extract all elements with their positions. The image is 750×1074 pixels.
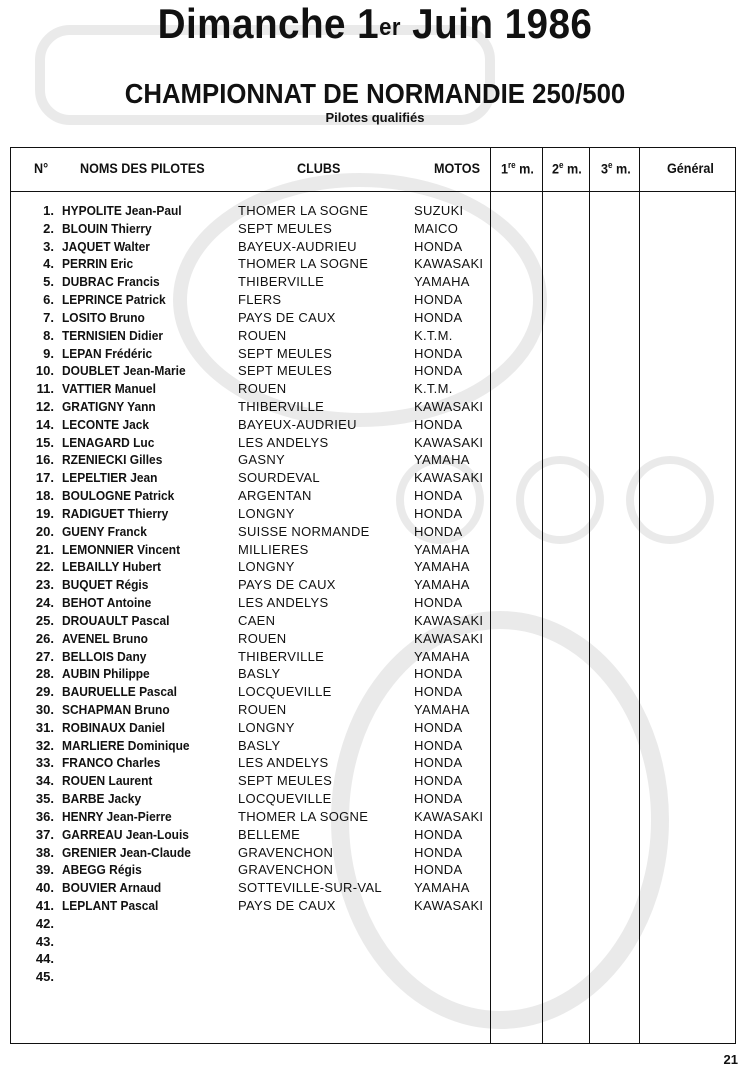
- header-divider: [11, 191, 735, 192]
- table-row: [0, 594, 750, 612]
- club-name: PAYS DE CAUX: [238, 897, 336, 913]
- moto-brand: KAWASAKI: [414, 470, 484, 486]
- table-row: [0, 576, 750, 594]
- club-name: LONGNY: [238, 505, 295, 521]
- club-name: CAEN: [238, 612, 276, 628]
- table-row: [0, 327, 750, 345]
- m2-num: 2: [552, 160, 560, 177]
- pilot-name: LEPAN Frédéric: [62, 345, 153, 361]
- table-row: [0, 950, 750, 968]
- moto-brand: KAWASAKI: [414, 630, 484, 646]
- table-row: [0, 754, 750, 772]
- club-name: GRAVENCHON: [238, 844, 334, 860]
- club-name: ROUEN: [238, 701, 287, 717]
- moto-brand: HONDA: [414, 862, 463, 878]
- moto-brand: YAMAHA: [414, 559, 470, 575]
- row-number: 39.: [35, 862, 54, 878]
- pilot-name: LOSITO Bruno: [62, 309, 145, 325]
- table-row: [0, 398, 750, 416]
- row-number: 45.: [35, 969, 54, 985]
- club-name: BASLY: [238, 737, 281, 753]
- row-number: 14.: [35, 416, 54, 432]
- moto-brand: HONDA: [414, 416, 463, 432]
- table-row: [0, 362, 750, 380]
- table-row: [0, 772, 750, 790]
- pilot-name: ROUEN Laurent: [62, 773, 153, 789]
- row-number: 1.: [43, 203, 54, 218]
- row-number: 4.: [43, 256, 54, 272]
- moto-brand: HONDA: [414, 505, 463, 521]
- table-row: [0, 879, 750, 897]
- pilot-name: RADIGUET Thierry: [62, 505, 169, 521]
- club-name: PAYS DE CAUX: [238, 577, 336, 593]
- table-row: [0, 808, 750, 826]
- row-number: 25.: [35, 612, 54, 628]
- pilot-name: GRENIER Jean-Claude: [62, 844, 191, 860]
- moto-brand: YAMAHA: [414, 274, 470, 290]
- row-number: 19.: [35, 505, 54, 521]
- table-row: [0, 309, 750, 327]
- column-header-m3: [601, 160, 631, 177]
- table-row: [0, 416, 750, 434]
- pilot-name: LECONTE Jack: [62, 416, 150, 432]
- pilot-name: AVENEL Bruno: [62, 630, 148, 646]
- pilot-name: LEMONNIER Vincent: [62, 541, 181, 557]
- pilot-name: ABEGG Régis: [62, 862, 142, 878]
- column-header-general: Général: [667, 160, 714, 176]
- club-name: GASNY: [238, 452, 286, 468]
- table-row: [0, 933, 750, 951]
- pilot-name: BUQUET Régis: [62, 577, 149, 593]
- moto-brand: YAMAHA: [414, 541, 470, 557]
- table-row: [0, 915, 750, 933]
- row-number: 12.: [35, 399, 54, 415]
- pilot-name: ROBINAUX Daniel: [62, 719, 166, 735]
- row-number: 38.: [35, 844, 54, 860]
- row-number: 15.: [35, 434, 54, 450]
- club-name: LOCQUEVILLE: [238, 791, 332, 807]
- page-number: 21: [723, 1052, 738, 1067]
- pilot-name: BEHOT Antoine: [62, 595, 152, 611]
- club-name: SUISSE NORMANDE: [238, 523, 370, 539]
- table-row: [0, 737, 750, 755]
- moto-brand: HONDA: [414, 363, 463, 379]
- row-number: 32.: [35, 737, 54, 753]
- column-header-m1: [501, 160, 534, 177]
- club-name: SEPT MEULES: [238, 220, 333, 236]
- row-number: 5.: [43, 274, 54, 290]
- table-row: [0, 345, 750, 363]
- club-name: FLERS: [238, 292, 282, 308]
- pilot-name: RZENIECKI Gilles: [62, 452, 163, 468]
- pilot-name: VATTIER Manuel: [62, 381, 156, 397]
- row-number: 18.: [35, 488, 54, 504]
- table-row: [0, 897, 750, 915]
- club-name: SEPT MEULES: [238, 363, 333, 379]
- moto-brand: KAWASAKI: [414, 399, 484, 415]
- club-name: THIBERVILLE: [238, 399, 325, 415]
- row-number: 16.: [35, 452, 54, 468]
- row-number: 35.: [35, 791, 54, 807]
- club-name: LES ANDELYS: [238, 595, 329, 611]
- pilot-name: BAURUELLE Pascal: [62, 684, 177, 700]
- row-number: 24.: [35, 595, 54, 611]
- row-number: 40.: [35, 880, 54, 896]
- title-date-ordinal: er: [379, 14, 401, 41]
- moto-brand: HONDA: [414, 844, 463, 860]
- moto-brand: YAMAHA: [414, 577, 470, 593]
- row-number: 23.: [35, 577, 54, 593]
- pilot-name: GARREAU Jean-Louis: [62, 826, 189, 842]
- table-row: [0, 683, 750, 701]
- m3-ordinal: e: [608, 160, 613, 170]
- row-number: 42.: [35, 915, 54, 931]
- table-row: [0, 719, 750, 737]
- pilot-name: BARBE Jacky: [62, 791, 142, 807]
- pilot-name: HYPOLITE Jean-Paul: [62, 203, 182, 218]
- pilot-name: DOUBLET Jean-Marie: [62, 363, 186, 379]
- row-number: 21.: [35, 541, 54, 557]
- table-row: [0, 202, 750, 220]
- column-header-club: CLUBS: [297, 160, 341, 176]
- table-row: [0, 648, 750, 666]
- title-date-end: Juin 1986: [400, 0, 593, 47]
- moto-brand: HONDA: [414, 238, 463, 254]
- club-name: LES ANDELYS: [238, 755, 329, 771]
- moto-brand: HONDA: [414, 595, 463, 611]
- moto-brand: SUZUKI: [414, 203, 464, 218]
- club-name: ROUEN: [238, 630, 287, 646]
- pilot-name: GRATIGNY Yann: [62, 399, 156, 415]
- table-row: [0, 844, 750, 862]
- moto-brand: KAWASAKI: [414, 434, 484, 450]
- row-number: 30.: [35, 701, 54, 717]
- pilot-name: FRANCO Charles: [62, 755, 161, 771]
- moto-brand: KAWASAKI: [414, 808, 484, 824]
- pilot-name: LEPRINCE Patrick: [62, 292, 166, 308]
- moto-brand: YAMAHA: [414, 880, 470, 896]
- club-name: SEPT MEULES: [238, 345, 333, 361]
- table-row: [0, 273, 750, 291]
- moto-brand: HONDA: [414, 666, 463, 682]
- table-row: [0, 469, 750, 487]
- moto-brand: HONDA: [414, 719, 463, 735]
- pilot-name: LENAGARD Luc: [62, 434, 155, 450]
- moto-brand: HONDA: [414, 488, 463, 504]
- pilot-name: BOUVIER Arnaud: [62, 880, 162, 896]
- row-number: 3.: [43, 238, 54, 254]
- column-header-m2: [552, 160, 582, 177]
- moto-brand: HONDA: [414, 755, 463, 771]
- pilot-name: DUBRAC Francis: [62, 274, 160, 290]
- table-row: [0, 291, 750, 309]
- row-number: 36.: [35, 808, 54, 824]
- table-row: [0, 255, 750, 273]
- column-header-num: N°: [34, 160, 49, 176]
- pilot-name: BLOUIN Thierry: [62, 220, 152, 236]
- m1-suffix: m.: [515, 160, 534, 177]
- club-name: ARGENTAN: [238, 488, 312, 504]
- pilot-name: BOULOGNE Patrick: [62, 488, 175, 504]
- club-name: GRAVENCHON: [238, 862, 334, 878]
- pilot-name: GUENY Franck: [62, 523, 147, 539]
- row-number: 37.: [35, 826, 54, 842]
- table-row: [0, 220, 750, 238]
- club-name: MILLIERES: [238, 541, 309, 557]
- row-number: 6.: [43, 292, 54, 308]
- row-number: 33.: [35, 755, 54, 771]
- m2-suffix: m.: [563, 160, 582, 177]
- pilot-name: LEPELTIER Jean: [62, 470, 158, 486]
- club-name: THIBERVILLE: [238, 274, 325, 290]
- column-header-moto: MOTOS: [434, 160, 480, 176]
- club-name: BAYEUX-AUDRIEU: [238, 238, 357, 254]
- moto-brand: KAWASAKI: [414, 256, 484, 272]
- moto-brand: MAICO: [414, 220, 459, 236]
- pilot-name: MARLIERE Dominique: [62, 737, 190, 753]
- row-number: 44.: [35, 951, 54, 967]
- table-row: [0, 861, 750, 879]
- pilot-name: BELLOIS Dany: [62, 648, 147, 664]
- row-number: 20.: [35, 523, 54, 539]
- moto-brand: K.T.M.: [414, 327, 453, 343]
- m2-ordinal: e: [559, 160, 564, 170]
- pilot-name: PERRIN Eric: [62, 256, 134, 272]
- m1-num: 1: [501, 160, 509, 177]
- moto-brand: K.T.M.: [414, 381, 453, 397]
- moto-brand: YAMAHA: [414, 452, 470, 468]
- championship-title: CHAMPIONNAT DE NORMANDIE 250/500: [124, 78, 626, 109]
- row-number: 31.: [35, 719, 54, 735]
- club-name: THOMER LA SOGNE: [238, 203, 369, 218]
- pilot-name: LEBAILLY Hubert: [62, 559, 162, 575]
- table-row: [0, 238, 750, 256]
- moto-brand: HONDA: [414, 292, 463, 308]
- club-name: PAYS DE CAUX: [238, 309, 336, 325]
- table-row: [0, 790, 750, 808]
- club-name: LONGNY: [238, 719, 295, 735]
- table-row: [0, 558, 750, 576]
- qualified-caption: Pilotes qualifiés: [325, 110, 425, 125]
- club-name: BAYEUX-AUDRIEU: [238, 416, 357, 432]
- table-row: [0, 523, 750, 541]
- title-date-start: Dimanche 1: [157, 0, 380, 47]
- club-name: BASLY: [238, 666, 281, 682]
- table-row: [0, 826, 750, 844]
- column-header-pilot: NOMS DES PILOTES: [80, 160, 205, 176]
- club-name: LONGNY: [238, 559, 295, 575]
- row-number: 41.: [35, 897, 54, 913]
- m1-ordinal: re: [508, 160, 516, 170]
- pilot-name: DROUAULT Pascal: [62, 612, 170, 628]
- row-number: 26.: [35, 630, 54, 646]
- moto-brand: HONDA: [414, 737, 463, 753]
- pilot-name: HENRY Jean-Pierre: [62, 808, 172, 824]
- club-name: SOTTEVILLE-SUR-VAL: [238, 880, 382, 896]
- club-name: ROUEN: [238, 381, 287, 397]
- table-row: [0, 630, 750, 648]
- table-row: [0, 612, 750, 630]
- moto-brand: KAWASAKI: [414, 897, 484, 913]
- club-name: BELLEME: [238, 826, 301, 842]
- m3-num: 3: [601, 160, 609, 177]
- moto-brand: YAMAHA: [414, 701, 470, 717]
- club-name: SEPT MEULES: [238, 773, 333, 789]
- row-number: 28.: [35, 666, 54, 682]
- table-row: [0, 451, 750, 469]
- table-row: [0, 380, 750, 398]
- moto-brand: YAMAHA: [414, 648, 470, 664]
- table-row: [0, 505, 750, 523]
- moto-brand: HONDA: [414, 309, 463, 325]
- club-name: LES ANDELYS: [238, 434, 329, 450]
- club-name: ROUEN: [238, 327, 287, 343]
- moto-brand: HONDA: [414, 523, 463, 539]
- moto-brand: KAWASAKI: [414, 612, 484, 628]
- moto-brand: HONDA: [414, 826, 463, 842]
- moto-brand: HONDA: [414, 345, 463, 361]
- row-number: 34.: [35, 773, 54, 789]
- table-row: [0, 968, 750, 986]
- row-number: 10.: [35, 363, 54, 379]
- row-number: 7.: [43, 309, 54, 325]
- page-title: [30, 0, 720, 48]
- club-name: THOMER LA SOGNE: [238, 808, 369, 824]
- table-row: [0, 434, 750, 452]
- row-number: 43.: [35, 933, 54, 949]
- club-name: LOCQUEVILLE: [238, 684, 332, 700]
- row-number: 29.: [35, 684, 54, 700]
- moto-brand: HONDA: [414, 791, 463, 807]
- m3-suffix: m.: [612, 160, 631, 177]
- pilot-name: JAQUET Walter: [62, 238, 150, 254]
- row-number: 8.: [43, 327, 54, 343]
- table-row: [0, 541, 750, 559]
- table-row: [0, 701, 750, 719]
- row-number: 2.: [43, 220, 54, 236]
- table-row: [0, 665, 750, 683]
- row-number: 11.: [36, 381, 54, 397]
- pilot-name: LEPLANT Pascal: [62, 897, 159, 913]
- row-number: 17.: [35, 470, 54, 486]
- club-name: THIBERVILLE: [238, 648, 325, 664]
- club-name: SOURDEVAL: [238, 470, 320, 486]
- pilot-name: SCHAPMAN Bruno: [62, 701, 170, 717]
- row-number: 22.: [35, 559, 54, 575]
- pilot-name: TERNISIEN Didier: [62, 327, 164, 343]
- moto-brand: HONDA: [414, 684, 463, 700]
- club-name: THOMER LA SOGNE: [238, 256, 369, 272]
- row-number: 9.: [43, 345, 54, 361]
- pilot-name: AUBIN Philippe: [62, 666, 150, 682]
- moto-brand: HONDA: [414, 773, 463, 789]
- table-row: [0, 487, 750, 505]
- row-number: 27.: [35, 648, 54, 664]
